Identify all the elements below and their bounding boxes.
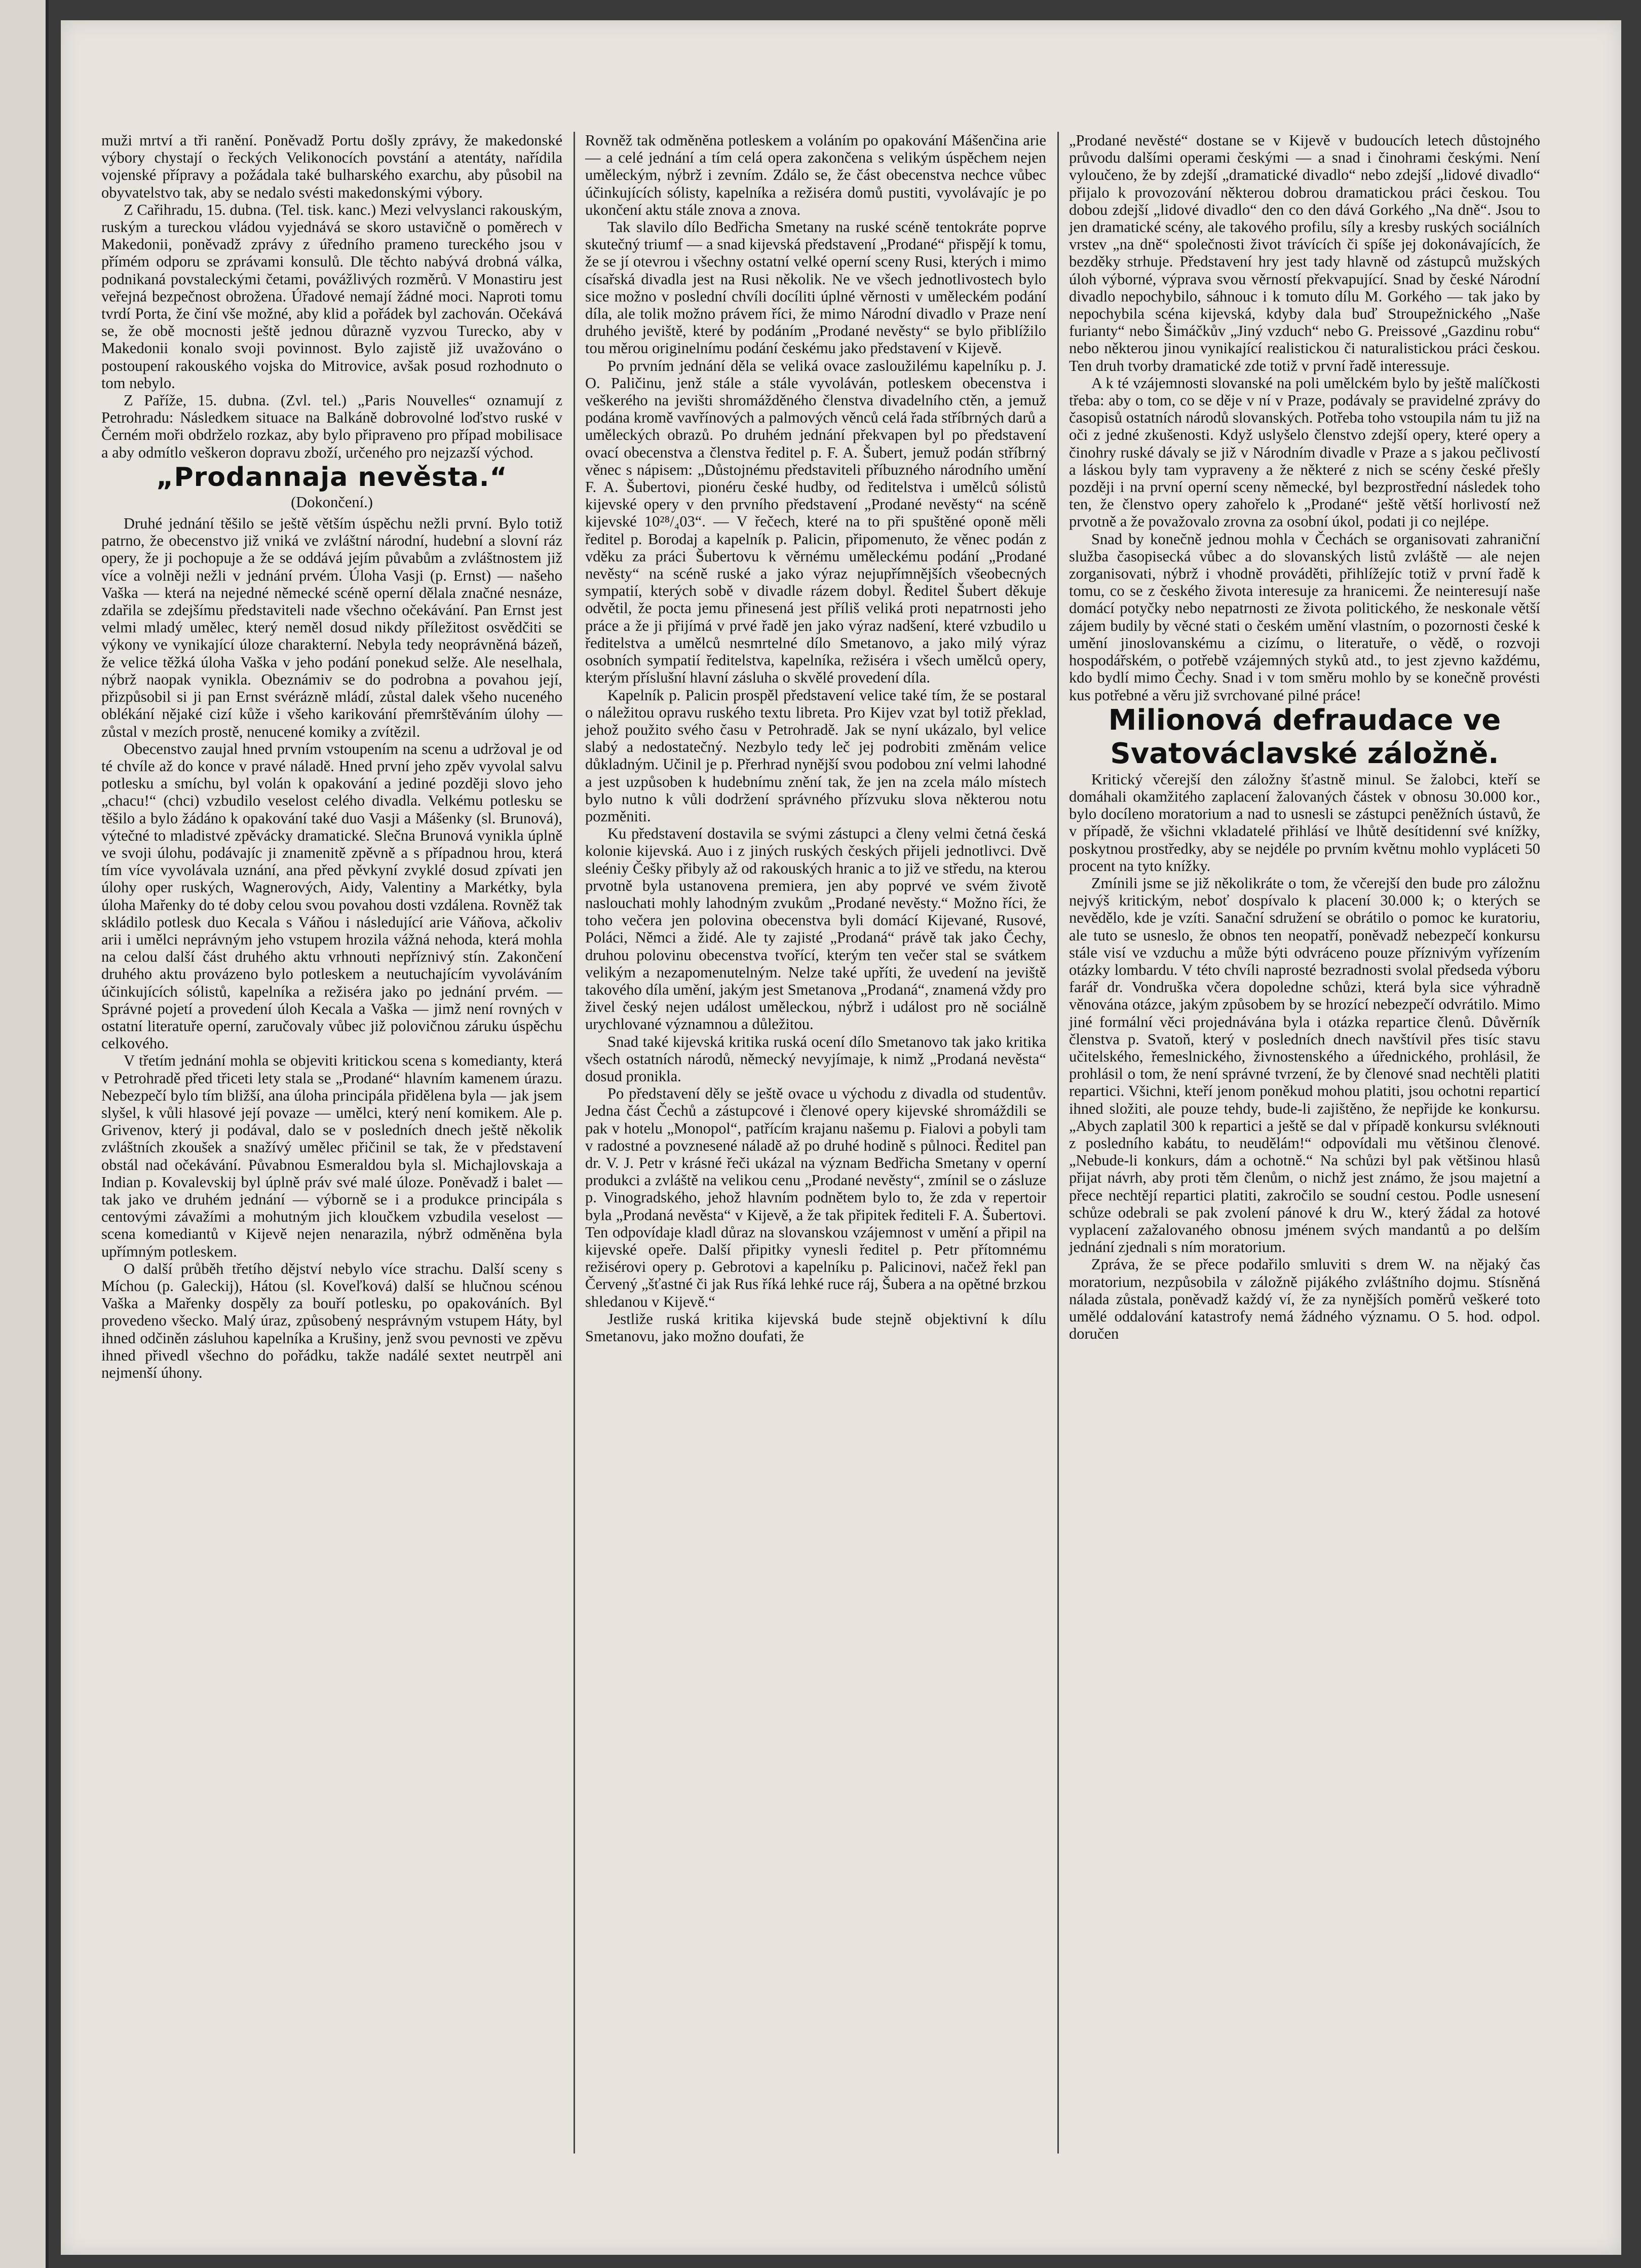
article-headline: Milionová defraudace ve Svatováclavské záložně.	[1108, 703, 1501, 770]
paragraph: Zpráva, že se přece podařilo smluviti s drem W. na nějaký čas moratorium, nezpůsobila v záložně pijákého zvláštního dojmu. Stísněná nálada zůstala, poněvadž každý ví, že za nynějších poměrů veškeré toto umělé oddalování katastrofy nemá žádného významu. O 5. hod. odpol. doručen	[1069, 1256, 1540, 1343]
paragraph: Kapelník p. Palicin prospěl představení velice také tím, že se postaral o náležitou opravu ruského textu libreta. Pro Kijev vzat byl totiž překlad, jehož použito svého času v Petrohradě. Jak se nyní ukázalo, byl velice slabý a nedostatečný. Nezbylo tedy leč jej podrobiti změnám velice důkladným. Učinil je p. Přerhrad nynější svou podobou zní velmi lahodné a jest uzpůsoben k hudebnímu znění tak, že jen na zcela málo místech bylo nutno k vůli dodržení správného přízvuku slova některou notu pozměniti.	[585, 686, 1046, 825]
paragraph: „Prodané nevěsté“ dostane se v Kijevě v budoucích letech důstojného průvodu dalšími operami českými — a snad i činohrami českými. Není vyloučeno, že by zdejší „dramatické divadlo“ nebo zdejší „lidové divadlo“ přijalo k provozování některou dobrou dramatickou práci českou. Tou dobou zdejší „lidové divadlo“ den co den dává Gorkého „Na dně“. Jsou to jen dramatické scény, ale takového profilu, síly a kresby ruských sociálních vrstev „na dně“ společnosti život trávících či spíše jej dokonávajících, že bezděky strhuje. Představení hry jest tady hlavně od zástupců mužských úloh výborné, výprava svou věrností překvapující. Snad by české Národní divadlo nepochybilo, sáhnouc i k tomuto dílu M. Gorkého — tak jako by nepochybila scéna kijevská, kdyby dala buď Stroupežnického „Naše furianty“ nebo Šimáčkův „Jiný vzduch“ nebo G. Preissové „Gazdinu robu“ nebo některou jinou vynikající realistickou či naturalistickou práci českou. Ten druh tvorby dramatické zde totiž v první řadě interessuje.	[1069, 132, 1540, 374]
column-3	[1069, 132, 1540, 1342]
paragraph: Jestliže ruská kritika kijevská bude stejně objektivní k dílu Smetanovu, jako možno doufati, že	[585, 1310, 1046, 1345]
column-divider	[1057, 132, 1059, 2153]
column-divider	[574, 132, 575, 2153]
paragraph: Druhé jednání těšilo se ještě větším úspěchu nežli první. Bylo totiž patrno, že obecenstvo již vniká ve zvláštní národní, hudební a slovní ráz opery, že ji pochopuje a že se oddává jejím půvabům a zvláštnostem již více a volněji nežli v jednání prvém. Úloha Vasji (p. Ernst) — našeho Vaška — která na nejedné německé scéně operní dělala značné nesnáze, zdařila se zdejšímu představiteli nade všechno očekávání. Pan Ernst jest velmi mladý umělec, který neměl dosud nikdy příležitost osvědčiti se výkony ve vynikající úloze charakterní. Nebyla tedy neoprávněná bázeň, že velice těžká úloha Vaška v jeho podání ponekud selže. Ale neselhala, nýbrž naopak vynikla. Obeznámiv se do podrobna a povahou její, přizpůsobil si ji pan Ernst svérázně mládí, zůstal dalek všeho nuceného oblékání nějaké cizí kůže i všeho karikování přemrštěváním úlohy — zůstal v mezích prostě, nenucené komiky a zvítězil.	[101, 515, 562, 740]
adjacent-page-edge	[0, 0, 49, 2268]
column-2	[585, 132, 1046, 1345]
article-headline: „Prodannaja nevěsta.“	[156, 462, 508, 493]
column-1	[101, 132, 562, 1381]
paragraph: Snad také kijevská kritika ruská ocení dílo Smetanovo tak jako kritika všech ostatních národů, německý nevyjímaje, k nimž „Prodaná nevěsta“ dosud pronikla.	[585, 1033, 1046, 1085]
paragraph: Rovněž tak odměněna potleskem a voláním po opakování Mášenčina arie — a celé jednání a tím celá opera zakončena s velikým úspěchem nejen uměleckým, nýbrž i zevním. Zdálo se, že část obecenstva nechce vůbec účinkujících sólisty, kapelníka a režiséra domů pustiti, vyvolávajíc je po ukončení aktu stále znova a znova.	[585, 132, 1046, 218]
paragraph: Obecenstvo zaujal hned prvním vstoupením na scenu a udržoval je od té chvíle až do konce v pravé náladě. Hned první jeho zpěv vyvolal salvu potlesku a smíchu, byl volán k opakování a jediné později slovo jeho „chacu!“ (chci) vzbudilo veselost celého divadla. Velkému potlesku se těšilo a bylo žádáno k opakování také duo Vasji a Mášenky (sl. Brunová), výtečné to mladistvé zpěvácky dramatické. Slečna Brunová vynikla úplně ve svoji úlohu, podávajíc ji znamenitě zpěvně a s případnou hrou, která tím více vyvolávala uznání, ana před pěvkyní zvyklé dosud zpívati jen úlohy oper ruských, Wagnerových, Aidy, Valentiny a Markétky, byla úloha Mařenky do té doby celou svou povahou dosti vzdálena. Rovněž tak skládilo potlesk duo Kecala s Váňou i následující arie Váňova, ačkoliv arii i umělci neprávným jeho vstupem hrozila vážná nehoda, která mohla na celou další část druhého aktu vrhnouti nepříznivý stín. Zakončení druhého aktu provázeno bylo potleskem a neutuchajícím vyvoláváním účinkujících sólistů, kapelníka a režiséra jako po jednání prvém. — Správné pojetí a provedení úloh Kecala a Vaška — jimž není rovných v ostatní literatuře operní, zaručovaly vůbec již polovičnou záruku úspěchu celkového.	[101, 740, 562, 1052]
paragraph: Z Paříže, 15. dubna. (Zvl. tel.) „Paris Nouvelles“ oznamují z Petrohradu: Následkem situace na Balkáně dobrovolné loďstvo ruské v Černém moři obdrželo rozkaz, aby bylo připraveno pro případ mobilisace a aby odmítlo veškeron dopravu zboží, určeného pro nejzazší východ.	[101, 392, 562, 461]
paragraph: Kritický včerejší den záložny šťastně minul. Se žalobci, kteří se domáhali okamžitého zaplacení žalovaných částek v obnosu 30.000 kor., bylo docíleno moratorium a nad to usnesli se zástupci peněžních ústavů, že v případě, že všichni vkladatelé přihlásí ve lhůtě desítidenní své knížky, poskytnou prostředky, aby se nejdéle po prvním květnu mohlo vypláceti 50 procent na tyto knížky.	[1069, 770, 1540, 875]
paragraph: Snad by konečně jednou mohla v Čechách se organisovati zahraniční služba časopisecká vůbec a do slovanských listů zvláště — ale nejen zorganisovati, nýbrž i vhodně prováděti, přihlížejíc totiž v první řadě k tomu, co se z českého života interesuje za hranicemi. Že neinteresují naše domácí potyčky nebo nepatrnosti ze života politického, že neskonale větší zájem budily by věcné stati o českém umění vlastním, o pozornosti české k umění jinoslovanskému a cizímu, o literatuře, o vědě, o rozvoji hospodářském, o potřebě vzájemných styků atd., to jest zjevno každému, kdo bydlí mimo Čechy. Snad i v tom směru mohlo by se konečně provésti kus potřebné a věru již svrchované pilné práce!	[1069, 530, 1540, 704]
paragraph: O další průběh třetího dějství nebylo více strachu. Další sceny s Míchou (p. Galeckij), Hátou (sl. Koveľková) další se hlučnou scénou Vaška a Mařenky dospěly za bouří potlesku, po opakováních. Byl provedeno všecko. Malý úraz, způsobený nesprávným vstupem Háty, byl ihned odčiněn zásluhou kapelníka a Krušiny, jenž svou pevnosti ve zpěvu ihned přivedl všechno do pořádku, takže nadálé sextet neutrpěl ani nejmenší úhony.	[101, 1260, 562, 1382]
paragraph: Zmínili jsme se již několikráte o tom, že včerejší den bude pro záložnu nejvýš kritickým, neboť dospívalo k placení 30.000 k; o kterých se nevědělo, kde je vzíti. Sanační sdružení se obrátilo o pomoc ke kuratoriu, ale tuto se usneslo, že obnos ten neopatří, poněvadž nebezpečí konkursu stále visí ve vzduchu a může býti odvráceno pouze příznivým vyřízením otázky lombardu. V této chvíli naprosté bezradnosti svolal předseda výboru farář dr. Vondruška včera dopoledne schůzi, která byla sice výhradně věnována otázce, jakým způsobem by se hrozící nebezpečí odvrátilo. Mimo jiné formální věci projednávána byla i otázka repartice členů. Důvěrník členstva p. Svatoň, který v posledních dnech navštívil přes tisíc stavu učitelského, řemeslnického, živnostenského a úřednického, prohlásil, že prohlásil o tom, že není správné tvrzení, že by členové snad nechtěli platiti repartici. Všichni, kteří jenom poněkud mohou platiti, jsou ochotni reparticí ihned složiti, ale pouze tehdy, bude-li zajištěno, že nepřijde ke konkursu. „Abych zaplatil 300 k repartici a ještě se dal v případě konkursu svléknouti z posledního kabátu, to neudělám!“ odpovídali mu většinou členové. „Nebude-li konkurs, dám a ochotně.“ Na schůzi byl pak většinou hlasů přijat návrh, aby proti těm členům, o nichž jest známo, že jsou majetní a přece nechtějí repartici platiti, zakročilo se soudní cestou. Podle usnesení schůze odebrali se pak zvolení pánové k dru W., který žádal za hotové vyplacení zažalovaného obnosu jménem svých mandantů a po delším jednání zjednali s ním moratorium.	[1069, 874, 1540, 1256]
paragraph: Tak slavilo dílo Bedřicha Smetany na ruské scéně tentokráte poprve skutečný triumf — a snad kijevská představení „Prodané“ přispějí k tomu, že se jí otevrou i všechny ostatní velké operní sceny Rusi, kterých i mimo císařská divadla jest na Rusi několik. Ne ve všech jednotlivostech bylo sice možno v poslední chvíli docíliti úplné věrnosti v uměleckém podání díla, ale tolik možno právem říci, že mimo Národní divadlo v Praze není druhého jeviště, které by podáním „Prodané nevěsty“ se bylo přiblížilo tou měrou originelnímu podání českému jako představení v Kijevě.	[585, 218, 1046, 357]
paragraph: V třetím jednání mohla se objeviti kritickou scena s komedianty, která v Petrohradě před třiceti lety stala se „Prodané“ hlavním kamenem úrazu. Nebezpečí bylo tím bližší, ana úloha principála přidělena byla — jak jsem slyšel, k vůli hlasové její povaze — umělci, který není komikem. Ale p. Grivenov, který ji podával, dalo se v posledních dnech ještě několik zvláštních zkoušek a snažívý umělec přičinil se tak, že v představení obstál nad očekávání. Půvabnou Esmeraldou byla sl. Michajlovskaja a Indian p. Kovalevskij byl úplně práv své malé úloze. Poněvadž i balet — tak jako ve druhém jednání — výborně se i a produkce principála s centovými závažími a mohutným jich kloučkem vzbudila veselost — scena komediantů v Kijevě nejen nenarazila, nýbrž odměněna byla upřímným potleskem.	[101, 1052, 562, 1260]
paragraph: Ku představení dostavila se svými zástupci a členy velmi četná česká kolonie kijevská. Auo i z jiných ruských českých přijeli jednotlivci. Dvě sleéniy Češky přibyly až od rakouských hranic a to již ve středu, na kterou prvotně byla ustanovena premiera, jen aby poprvé ve svém životě naslouchati mohly lahodným zvukům „Prodané nevěsty.“ Možno říci, že toho večera jen polovina obecenstva byli domácí Kijevané, Rusové, Poláci, Němci a židé. Ale ty zajisté „Prodaná“ právě tak jako Čechy, druhou polovinu obecenstva tvořící, kterým ten večer stal se svátkem velikým a nezapomenutelným. Nelze také upříti, že uvedení na jeviště takového díla umění, jakým jest Smetanova „Prodaná“, znamená vždy pro živel český nejen událost uměleckou, nýbrž i událost pro ně sociálně urychlované významnou a důležitou.	[585, 825, 1046, 1033]
paragraph: Po představení děly se ještě ovace u východu z divadla od studentův. Jedna část Čechů a zástupcové i členové opery kijevské shromáždili se pak v hotelu „Monopol“, patřícím krajanu našemu p. Fialovi a pobyli tam v radostné a povznesené náladě až po druhé hodině s půlnoci. Ředitel pan dr. V. J. Petr v krásné řeči ukázal na význam Bedřicha Smetany v operní produkci a zvláště na velikou cenu „Prodané nevěsty“, zmínil se o zásluze p. Vinogradského, jehož hlavním podnětem bylo to, že zda v repertoir byla „Prodaná nevěsta“ v Kijevě, a že tak připitek řediteli F. A. Šubertovi. Ten odpovídaje kladl důraz na slovanskou vzájemnost v umění a připil na kijevské opeře. Další připitky vynesli ředitel p. Petr přítomnému režisérovi opery p. Gebrotovi a kapelníku p. Palicinovi, načež řekl pan Červený „šťastné či jak Rus říká lehké ruce ráj, Šubera a na opětné brzkou shledanou v Kijevě.“	[585, 1085, 1046, 1310]
paragraph: A k té vzájemnosti slovanské na poli umělckém bylo by ještě malíčkosti třeba: aby o tom, co se děje v ní v Praze, podávaly se pravidelné zprávy do časopisů ostatních národů slovanských. Potřeba toho vstoupila nám tu již na oči z jedné zkušenosti. Když uslyšelo členstvo zdejší opery, které opery a činohry ruské dávaly se již v Národním divadle v Praze a s jakou pečlivostí a láskou byly tam vypraveny a že některé z nich se scény české přešly později i na první operní sceny německé, byl bezprostřední následek toho ten, že členstvo opery zahořelo k „Prodané“ ještě větší horlivostí než prvotně a že považovalo zrovna za osobní úkol, podati ji co nejlépe.	[1069, 374, 1540, 531]
paragraph: Z Cařihradu, 15. dubna. (Tel. tisk. kanc.) Mezi velvyslanci rakouským, ruským a tureckou vládou vyjednává se skoro ustavičně o poměrech v Makedonii, poněvadž zprávy z úředního prameno tureckého jsou v přímém odporu se zprávami konsulů. Dle těchto nabývá drobná válka, podnikaná povstaleckými četami, povážlivých rozměrů. V Monastiru jest veřejná bezpečnost obrožena. Úřadové nemají žádné moci. Naproti tomu tvrdí Porta, že činí vše možné, aby klid a pořádek byl zachován. Očekává se, že obě mocnosti ještě jednou důrazně vyzvou Turecko, aby v Makedonii konalo svoji povinnost. Bylo zajistě již uvažováno o postoupení rakouského vojska do Mitrovice, avšak posud rozhodnuto o tom nebylo.	[101, 201, 562, 392]
article-subhead: (Dokončení.)	[291, 493, 373, 511]
paragraph: Po prvním jednání děla se veliká ovace zasloužilému kapelníku p. J. O. Paličinu, jenž stále a stále vyvoláván, potleskem obecenstva i veškerého na jevišti shromážděného členstva divadelního ctěn, a jemuž podána kromě vavřínových a palmových věnců celá řada stříbrných darů a uměleckých obrazů. Po druhém jednání překvapen byl po představení ovací obecenstva a členstva ředitel p. F. A. Šubert, jemuž podán stříbrný věnec s nápisem: „Důstojnému představiteli příbuzného národního umění F. A. Šubertovi, pionéru české hudby, od ředitelstva i umělců sólistů kijevské opery v den prvního představení „Prodané nevěsty“ na scéně kijevské 10²⁸/₄03“. — V řečech, které na to při spuštěné oponě měli ředitel p. Borodaj a kapelník p. Palicin, připomenuto, že věnec podán z vděku za práci Šubertovu k věrnému uměleckému podání „Prodané nevěsty“ na scéně ruské a jako výraz nejupřímnějších všeobecných sympatií, kterých sobě v divadle rázem dobyl. Ředitel Šubert děkuje odvětil, že pocta jemu přinesená jest příliš veliká proti nepatrnosti jeho práce a že ji přijímá v prvé řadě jen jako výraz nadšení, které vzbudilo u ředitelstva a umělců nesmrtelné dílo Smetanovo, a jako milý výraz osobních sympatií ředitelstva, kapelníka, režiséra i všech umělců opery, kterým příslušní hlavní zásluha o skvělé provedení díla.	[585, 357, 1046, 687]
paragraph: muži mrtví a tři ranění. Poněvadž Portu došly zprávy, že makedonské výbory chystají o řeckých Velikonocích povstání a atentáty, nařídila vojenské přípravy a požádala také bulharského exarchu, aby působil na obyvatelstvo tak, aby se nedalo svésti makedonskými výbory.	[101, 132, 562, 201]
newspaper-page	[61, 20, 1621, 2255]
